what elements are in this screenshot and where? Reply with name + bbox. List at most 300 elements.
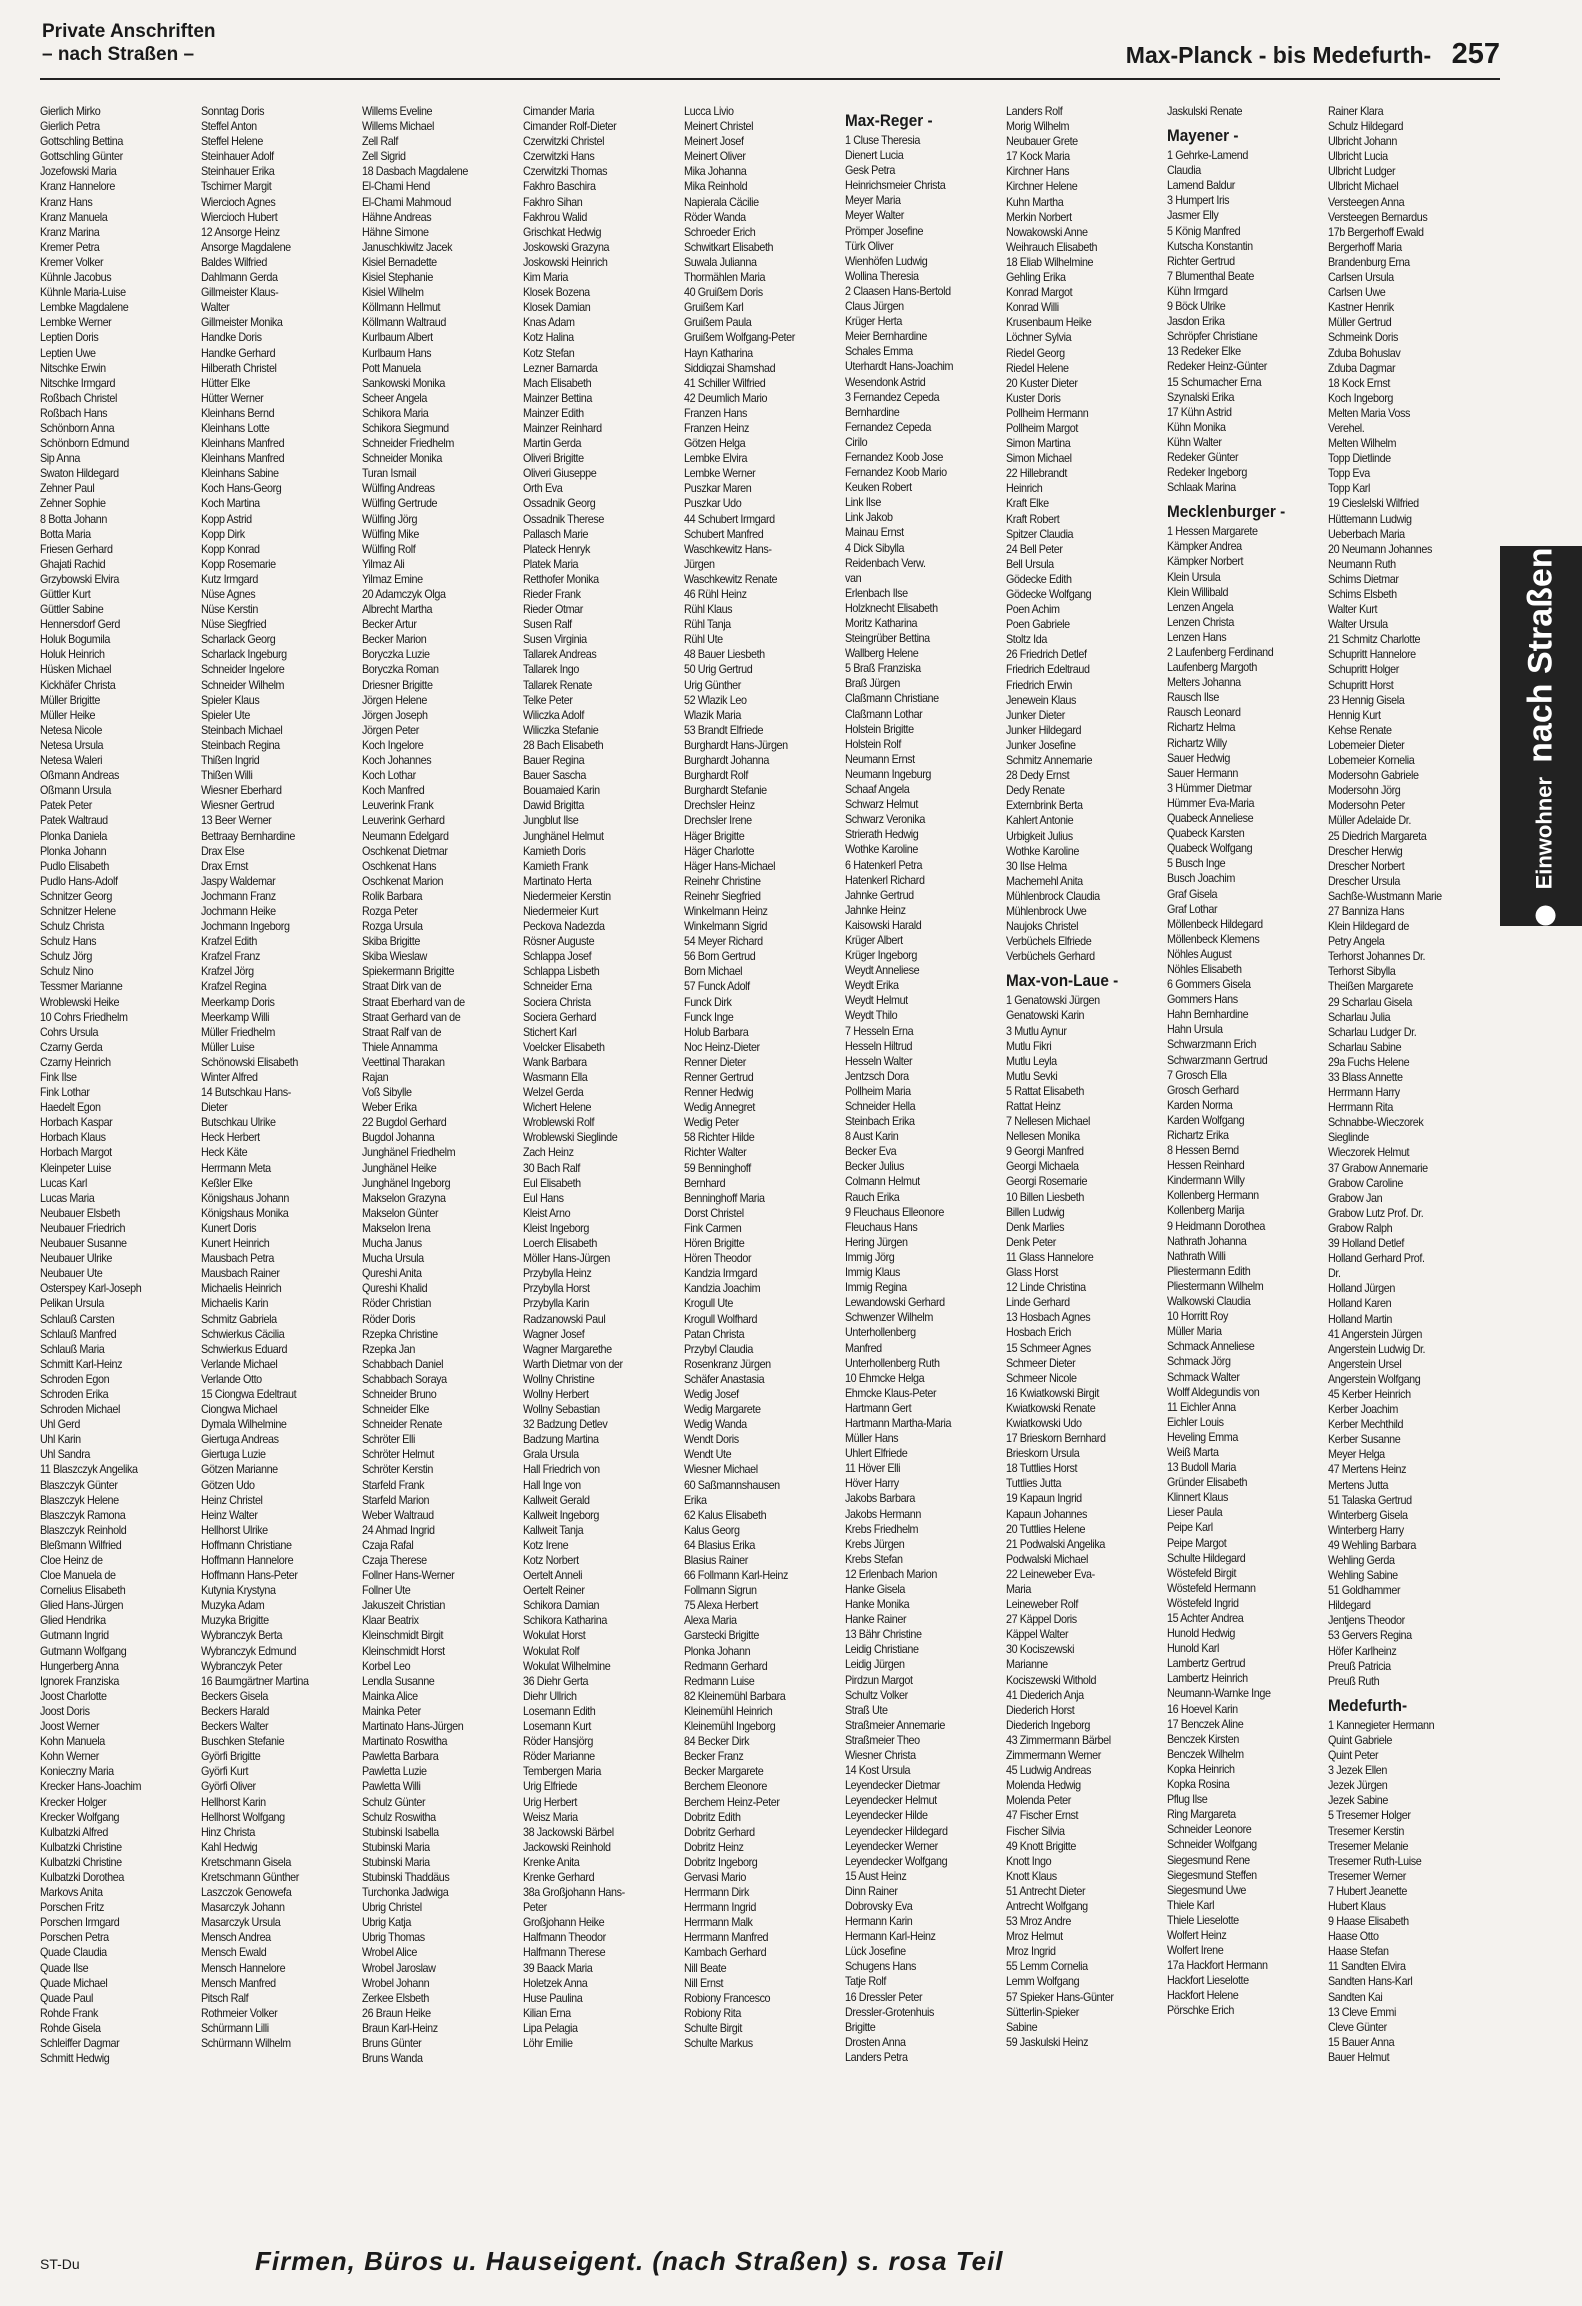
resident-entry: Swaton Hildegard bbox=[40, 466, 119, 481]
resident-entry: Tembergen Maria bbox=[523, 1764, 601, 1779]
resident-entry: Hilberath Christel bbox=[201, 360, 277, 375]
resident-entry: Pallasch Marie bbox=[523, 526, 589, 541]
resident-entry: Mertens Jutta bbox=[1328, 1477, 1389, 1492]
resident-entry: Quint Peter bbox=[1328, 1748, 1379, 1763]
resident-entry: Herrmann Harry bbox=[1328, 1085, 1400, 1100]
resident-entry: Lewandowski Gerhard bbox=[845, 1295, 945, 1310]
resident-entry: Baldes Wilfried bbox=[201, 254, 267, 269]
resident-entry: Redeker Ingeborg bbox=[1167, 465, 1247, 480]
resident-entry: 23 Hennig Gisela bbox=[1328, 692, 1405, 707]
resident-entry: Przybylla Karin bbox=[523, 1296, 589, 1311]
resident-entry: Grabow Jan bbox=[1328, 1190, 1383, 1205]
side-tab-small: Einwohner bbox=[1531, 776, 1557, 889]
resident-entry: Rühl Ute bbox=[684, 632, 723, 647]
resident-entry: Naujoks Christel bbox=[1006, 919, 1079, 934]
resident-entry: Jaspy Waldemar bbox=[201, 873, 276, 888]
resident-entry: 13 Budoll Maria bbox=[1167, 1460, 1236, 1475]
resident-entry: Schmeink Doris bbox=[1328, 330, 1398, 345]
directory-column bbox=[523, 104, 684, 2209]
resident-entry: Walter Ursula bbox=[1328, 617, 1388, 632]
resident-entry: Plonka Daniela bbox=[40, 828, 107, 843]
resident-entry: Leyendecker Werner bbox=[845, 1838, 938, 1853]
resident-entry: Junker Hildegard bbox=[1006, 722, 1082, 737]
resident-entry: Petry Angela bbox=[1328, 934, 1385, 949]
resident-entry: Horbach Margot bbox=[40, 1145, 112, 1160]
resident-entry: Hunold Hedwig bbox=[1167, 1626, 1235, 1641]
resident-entry: Blaszczyk Reinhold bbox=[40, 1522, 127, 1537]
resident-entry: Schupritt Hannelore bbox=[1328, 647, 1416, 662]
resident-entry: 49 Wehling Barbara bbox=[1328, 1537, 1416, 1552]
resident-entry: Koch Ingeborg bbox=[1328, 390, 1393, 405]
resident-entry: 1 Hessen Margarete bbox=[1167, 524, 1258, 539]
resident-entry: Kunert Doris bbox=[201, 1220, 257, 1235]
resident-entry: Möllenbeck Hildegard bbox=[1167, 916, 1263, 931]
resident-entry: Becker Julius bbox=[845, 1159, 904, 1174]
resident-entry: Herrmann Manfred bbox=[684, 1930, 769, 1945]
resident-entry: Boryczka Luzie bbox=[362, 647, 430, 662]
resident-entry: Kleist Ingeborg bbox=[523, 1220, 589, 1235]
resident-entry: Neubauer Elsbeth bbox=[40, 1205, 120, 1220]
resident-entry: Grzybowski Elvira bbox=[40, 571, 119, 586]
resident-entry: Krafzel Franz bbox=[201, 949, 260, 964]
resident-entry: Neumann Ruth bbox=[1328, 556, 1396, 571]
resident-entry: Huse Paulina bbox=[523, 1990, 583, 2005]
resident-entry: Gervasi Mario bbox=[684, 1869, 746, 1884]
resident-entry: Turan Ismail bbox=[362, 466, 417, 481]
resident-entry: Uhl Karin bbox=[40, 1432, 81, 1447]
resident-entry: Cimander Rolf-Dieter bbox=[523, 119, 617, 134]
resident-entry: Nathrath Johanna bbox=[1167, 1233, 1247, 1248]
resident-entry: Fischer Silvia bbox=[1006, 1823, 1065, 1838]
resident-entry: Wokulat Rolf bbox=[523, 1643, 580, 1658]
resident-entry: Ring Margareta bbox=[1167, 1807, 1236, 1822]
resident-entry: 45 Kerber Heinrich bbox=[1328, 1386, 1411, 1401]
resident-entry: Pudlo Hans-Adolf bbox=[40, 873, 118, 888]
resident-entry: Schabbach Soraya bbox=[362, 1371, 447, 1386]
resident-entry: Prömper Josefine bbox=[845, 223, 924, 238]
resident-entry: Kisiel Wilhelm bbox=[362, 285, 424, 300]
resident-entry: Hellhorst Ulrike bbox=[201, 1522, 268, 1537]
resident-entry: Schikora Siegmund bbox=[362, 420, 449, 435]
resident-entry: 3 Humpert Iris bbox=[1167, 193, 1230, 208]
resident-entry: Quint Gabriele bbox=[1328, 1732, 1392, 1747]
resident-entry: Meyer Helga bbox=[1328, 1447, 1385, 1462]
resident-entry: Schäfer Anastasia bbox=[684, 1371, 765, 1386]
resident-entry: Kranz Manuela bbox=[40, 209, 108, 224]
resident-entry: Hennig Kurt bbox=[1328, 707, 1381, 722]
resident-entry: Hoffmann Hans-Peter bbox=[201, 1568, 298, 1583]
resident-entry: Losemann Edith bbox=[523, 1703, 596, 1718]
resident-entry: Ehmcke Klaus-Peter bbox=[845, 1385, 937, 1400]
resident-entry: Schaaf Angela bbox=[845, 782, 910, 797]
resident-entry: Köllmann Waltraud bbox=[362, 315, 446, 330]
resident-entry: Müller Friedhelm bbox=[201, 1024, 275, 1039]
resident-entry: Junker Josefine bbox=[1006, 737, 1076, 752]
resident-entry: Schlappa Josef bbox=[523, 949, 592, 964]
resident-entry: 3 Mutlu Aynur bbox=[1006, 1023, 1067, 1038]
resident-entry: Quade Ilse bbox=[40, 1960, 89, 1975]
resident-entry: Schröter Helmut bbox=[362, 1447, 434, 1462]
resident-entry: Puszkar Udo bbox=[684, 496, 742, 511]
resident-entry: Kremer Petra bbox=[40, 239, 100, 254]
resident-entry: Jozefowski Maria bbox=[40, 164, 117, 179]
resident-entry: 57 Spieker Hans-Günter bbox=[1006, 1989, 1114, 2004]
resident-entry: Schulte Birgit bbox=[684, 2020, 742, 2035]
resident-entry: Schultz Volker bbox=[845, 1687, 908, 1702]
resident-entry: Drax Else bbox=[201, 843, 245, 858]
resident-entry: Halfmann Therese bbox=[523, 1945, 606, 1960]
resident-entry: Kühn Irmgard bbox=[1167, 283, 1228, 298]
resident-entry: Cleve Günter bbox=[1328, 2019, 1387, 2034]
resident-entry: Kulbatzki Alfred bbox=[40, 1824, 108, 1839]
resident-entry: Mensch Manfred bbox=[201, 1975, 276, 1990]
resident-entry: Gillmeister Klaus- bbox=[201, 285, 279, 300]
street-heading: Medefurth- bbox=[1328, 1695, 1408, 1715]
resident-entry: Bernhardine bbox=[845, 404, 900, 419]
resident-entry: 9 Fleuchaus Elleonore bbox=[845, 1204, 944, 1219]
resident-entry: Bell Ursula bbox=[1006, 556, 1054, 571]
resident-entry: Hartmann Gert bbox=[845, 1400, 912, 1415]
resident-entry: Koch Manfred bbox=[362, 783, 425, 798]
resident-entry: Hayn Katharina bbox=[684, 345, 753, 360]
resident-entry: Noc Heinz-Dieter bbox=[684, 1039, 760, 1054]
resident-entry: Tresemer Werner bbox=[1328, 1868, 1406, 1883]
resident-entry: Giertuga Andreas bbox=[201, 1432, 279, 1447]
resident-entry: Kociszewski Withold bbox=[1006, 1672, 1097, 1687]
resident-entry: Schröpfer Christiane bbox=[1167, 329, 1258, 344]
resident-entry: Neumann Ingeburg bbox=[845, 766, 931, 781]
resident-entry: 2 Laufenberg Ferdinand bbox=[1167, 645, 1274, 659]
resident-entry: Wank Barbara bbox=[523, 1054, 587, 1069]
resident-entry: Wallberg Helene bbox=[845, 646, 919, 661]
resident-entry: 11 Glass Hannelore bbox=[1006, 1249, 1094, 1264]
resident-entry: Schneider Hella bbox=[845, 1099, 916, 1113]
resident-entry: Heinrich bbox=[1006, 481, 1043, 496]
resident-entry: Jasdon Erika bbox=[1167, 314, 1225, 329]
resident-entry: Schneider Monika bbox=[362, 451, 442, 466]
resident-entry: 18 Dasbach Magdalene bbox=[362, 164, 468, 179]
resident-entry: Schlaak Marina bbox=[1167, 480, 1236, 495]
resident-entry: Haedelt Egon bbox=[40, 1100, 101, 1115]
resident-entry: Oliveri Brigitte bbox=[523, 451, 584, 466]
resident-entry: Qureshi Anita bbox=[362, 1266, 422, 1281]
resident-entry: Wülfing Jörg bbox=[362, 511, 418, 526]
resident-entry: Schlappa Lisbeth bbox=[523, 964, 600, 979]
resident-entry: Schulz Hans bbox=[40, 934, 97, 949]
resident-entry: Höver Harry bbox=[845, 1476, 899, 1491]
resident-entry: Leyendecker Helmut bbox=[845, 1793, 937, 1808]
resident-entry: Rösner Auguste bbox=[523, 934, 595, 949]
resident-entry: Georgi Rosemarie bbox=[1006, 1174, 1088, 1189]
resident-entry: Pawletta Luzie bbox=[362, 1764, 427, 1779]
resident-entry: Dobritz Edith bbox=[684, 1809, 741, 1824]
resident-entry: Wichert Helene bbox=[523, 1100, 592, 1115]
resident-entry: Stubinski Maria bbox=[362, 1854, 430, 1869]
resident-entry: Straat Ralf van de bbox=[362, 1024, 442, 1039]
resident-entry: Nöhles Elisabeth bbox=[1167, 961, 1242, 976]
resident-entry: Dr. bbox=[1328, 1266, 1341, 1281]
resident-entry: Martinato Herta bbox=[523, 873, 592, 888]
resident-entry: 54 Meyer Richard bbox=[684, 934, 763, 949]
resident-entry: Winterberg Gisela bbox=[1328, 1507, 1408, 1522]
resident-entry: Grabow Ralph bbox=[1328, 1220, 1393, 1235]
resident-entry: Diederich Horst bbox=[1006, 1702, 1075, 1717]
resident-entry: Przybylla Heinz bbox=[523, 1266, 592, 1281]
resident-entry: Graf Lothar bbox=[1167, 901, 1218, 916]
resident-entry: Molenda Hedwig bbox=[1006, 1778, 1081, 1793]
resident-entry: Tresemer Ruth-Luise bbox=[1328, 1853, 1422, 1868]
resident-entry: Burghardt Rolf bbox=[684, 768, 748, 783]
resident-entry: Jörgen Joseph bbox=[362, 707, 428, 722]
resident-entry: Horbach Klaus bbox=[40, 1130, 106, 1145]
resident-entry: Wesendonk Astrid bbox=[845, 374, 926, 389]
resident-entry: 1 Cluse Theresia bbox=[845, 133, 920, 147]
resident-entry: Kutynia Krystyna bbox=[201, 1583, 276, 1598]
street-heading: Mayener - bbox=[1167, 126, 1239, 146]
resident-entry: Becker Franz bbox=[684, 1749, 744, 1764]
resident-entry: Pott Manuela bbox=[362, 360, 421, 375]
resident-entry: Steinhauer Erika bbox=[201, 164, 275, 179]
resident-entry: 22 Leineweber Eva- bbox=[1006, 1566, 1095, 1581]
resident-entry: Follner Hans-Werner bbox=[362, 1568, 455, 1583]
resident-entry: Peter bbox=[523, 1900, 547, 1915]
resident-entry: Modersohn Peter bbox=[1328, 798, 1405, 813]
resident-entry: Koch Ingelore bbox=[362, 737, 424, 752]
resident-entry: Januschkiwitz Jacek bbox=[362, 239, 453, 254]
resident-entry: Röder Christian bbox=[362, 1296, 431, 1311]
resident-entry: Schneider Bruno bbox=[362, 1386, 437, 1401]
resident-entry: Pliestermann Edith bbox=[1167, 1263, 1251, 1278]
resident-entry: Klein Willibald bbox=[1167, 584, 1229, 599]
resident-entry: Lucca Livio bbox=[684, 104, 734, 118]
resident-entry: 38a Großjohann Hans- bbox=[523, 1885, 625, 1900]
resident-entry: 24 Bell Peter bbox=[1006, 541, 1063, 556]
resident-entry: Herrmann Ingrid bbox=[684, 1900, 756, 1915]
resident-entry: Braun Karl-Heinz bbox=[362, 2020, 438, 2035]
resident-entry: Gödecke Edith bbox=[1006, 571, 1072, 586]
resident-entry: Thißen Willi bbox=[201, 768, 253, 783]
resident-entry: Sankowski Monika bbox=[362, 375, 445, 390]
resident-entry: Lucas Maria bbox=[40, 1190, 95, 1205]
resident-entry: Claßmann Lothar bbox=[845, 706, 923, 721]
resident-entry: Braß Jürgen bbox=[845, 676, 900, 691]
resident-entry: Horbach Kaspar bbox=[40, 1115, 113, 1130]
resident-entry: Schroden Michael bbox=[40, 1402, 120, 1417]
resident-entry: Stoltz Ida bbox=[1006, 632, 1047, 647]
resident-entry: Wiesner Christa bbox=[845, 1748, 916, 1763]
resident-entry: Hören Theodor bbox=[684, 1251, 752, 1266]
resident-entry: Schupritt Holger bbox=[1328, 662, 1399, 677]
resident-entry: 21 Schmitz Charlotte bbox=[1328, 632, 1421, 647]
resident-entry: Kurlbaum Hans bbox=[362, 345, 432, 360]
resident-entry: Kisiel Bernadette bbox=[362, 254, 437, 269]
resident-entry: Scharlau Ludger Dr. bbox=[1328, 1024, 1417, 1039]
resident-entry: Verbüchels Gerhard bbox=[1006, 949, 1095, 964]
resident-entry: Straßmeier Annemarie bbox=[845, 1717, 945, 1732]
resident-entry: Dedy Renate bbox=[1006, 783, 1065, 798]
resident-entry: Rozga Ursula bbox=[362, 919, 423, 934]
resident-entry: Wedig Margarete bbox=[684, 1402, 761, 1417]
resident-entry: Leptien Uwe bbox=[40, 345, 96, 360]
resident-entry: Rajan bbox=[362, 1070, 389, 1084]
resident-entry: Claudia bbox=[1167, 163, 1201, 178]
resident-entry: Porschen Petra bbox=[40, 1930, 109, 1945]
resident-entry: Angerstein Ursel bbox=[1328, 1356, 1402, 1371]
resident-entry: Weihrauch Elisabeth bbox=[1006, 239, 1098, 254]
resident-entry: Kleinschmidt Horst bbox=[362, 1643, 445, 1658]
resident-entry: 40 Gruißem Doris bbox=[684, 285, 763, 300]
resident-entry: Hermann Karl-Heinz bbox=[845, 1929, 936, 1944]
resident-entry: Przybylla Horst bbox=[523, 1281, 590, 1296]
resident-entry: Kwiatkowski Renate bbox=[1006, 1400, 1096, 1415]
resident-entry: Czerwitzki Hans bbox=[523, 149, 595, 164]
resident-entry: Junghänel Ingeborg bbox=[362, 1175, 451, 1190]
resident-entry: Voß Sibylle bbox=[362, 1085, 412, 1100]
resident-entry: Patek Peter bbox=[40, 798, 92, 813]
resident-entry: Hümmer Eva-Maria bbox=[1167, 795, 1255, 810]
resident-entry: Beckers Gisela bbox=[201, 1688, 268, 1703]
resident-entry: Lucas Karl bbox=[40, 1175, 87, 1190]
resident-entry: Mensch Ewald bbox=[201, 1945, 267, 1960]
resident-entry: Schneider Wilhelm bbox=[201, 677, 285, 692]
resident-entry: Jezek Jürgen bbox=[1328, 1778, 1388, 1793]
resident-entry: Wollina Theresia bbox=[845, 268, 919, 283]
resident-entry: 13 Cleve Emmi bbox=[1328, 2004, 1396, 2019]
resident-entry: Zduba Bohuslav bbox=[1328, 345, 1401, 360]
resident-entry: Beckers Walter bbox=[201, 1719, 269, 1734]
resident-entry: Wendt Doris bbox=[684, 1432, 739, 1447]
resident-entry: Claßmann Christiane bbox=[845, 691, 939, 706]
resident-entry: Gierlich Petra bbox=[40, 119, 100, 134]
resident-entry: Skiba Wieslaw bbox=[362, 949, 427, 964]
resident-entry: Dobrovsky Eva bbox=[845, 1898, 913, 1913]
resident-entry: Meyer Maria bbox=[845, 193, 901, 208]
resident-entry: Wybranczyk Edmund bbox=[201, 1643, 297, 1658]
resident-entry: Müller Luise bbox=[201, 1039, 255, 1054]
resident-entry: Hubert Klaus bbox=[1328, 1898, 1386, 1913]
resident-entry: Schmeer Dieter bbox=[1006, 1355, 1076, 1370]
resident-entry: 49 Knott Brigitte bbox=[1006, 1838, 1076, 1853]
resident-entry: Hellhorst Wolfgang bbox=[201, 1809, 285, 1824]
resident-entry: Oschkenat Hans bbox=[362, 858, 437, 873]
resident-entry: Kallweit Gerald bbox=[523, 1492, 590, 1507]
resident-entry: Krecker Wolfgang bbox=[40, 1809, 120, 1824]
resident-entry: Wroblewski Sieglinde bbox=[523, 1130, 618, 1145]
resident-entry: Leyendecker Hildegard bbox=[845, 1823, 948, 1838]
resident-entry: Straß Ute bbox=[845, 1702, 888, 1717]
resident-entry: Ossadnik Therese bbox=[523, 511, 604, 526]
resident-entry: Köllmann Hellmut bbox=[362, 300, 441, 315]
resident-entry: Wrobel Jaroslaw bbox=[362, 1960, 436, 1975]
resident-entry: 39 Holland Detlef bbox=[1328, 1236, 1404, 1251]
resident-entry: Junghänel Friedhelm bbox=[362, 1145, 456, 1160]
resident-entry: Schnitzer Helene bbox=[40, 903, 116, 918]
resident-entry: Walter Kurt bbox=[1328, 602, 1378, 617]
resident-entry: Quabeck Anneliese bbox=[1167, 811, 1254, 826]
resident-entry: Schneider Erna bbox=[523, 979, 592, 994]
resident-entry: Jaskulski Renate bbox=[1167, 104, 1243, 118]
resident-entry: Sip Anna bbox=[40, 451, 81, 466]
resident-entry: 17 Benczek Aline bbox=[1167, 1716, 1244, 1731]
resident-entry: Häger Brigitte bbox=[684, 828, 745, 843]
resident-entry: Born Michael bbox=[684, 964, 743, 979]
resident-entry: Strierath Hedwig bbox=[845, 827, 919, 842]
street-range: Max-Planck - bis Medefurth- bbox=[1125, 42, 1432, 68]
resident-entry: Plonka Johann bbox=[684, 1643, 751, 1658]
resident-entry: Lenzen Christa bbox=[1167, 614, 1234, 629]
resident-entry: Susen Ralf bbox=[523, 617, 572, 632]
resident-entry: Verehel. bbox=[1328, 420, 1365, 435]
resident-entry: Urig Günther bbox=[684, 677, 741, 692]
resident-entry: 41 Schiller Wilfried bbox=[684, 375, 766, 390]
resident-entry: Herrmann Meta bbox=[201, 1160, 271, 1175]
resident-entry: Knas Adam bbox=[523, 315, 575, 330]
resident-entry: Melters Johanna bbox=[1167, 675, 1241, 690]
resident-entry: Mach Elisabeth bbox=[523, 375, 592, 390]
resident-entry: 36 Diehr Gerta bbox=[523, 1673, 589, 1688]
resident-entry: Neubauer Susanne bbox=[40, 1236, 127, 1251]
resident-entry: Peckova Nadezda bbox=[523, 919, 605, 934]
resident-entry: 19 Cieslelski Wilfried bbox=[1328, 496, 1419, 511]
resident-entry: Siddiqzai Shamshad bbox=[684, 360, 776, 375]
resident-entry: Simon Martina bbox=[1006, 436, 1071, 451]
resident-entry: Netesa Nicole bbox=[40, 722, 102, 737]
resident-entry: Richartz Erika bbox=[1167, 1128, 1229, 1142]
resident-entry: Jochmann Heike bbox=[201, 903, 276, 918]
resident-entry: Waschkewitz Renate bbox=[684, 571, 778, 586]
resident-entry: Preuß Patricia bbox=[1328, 1658, 1391, 1673]
resident-entry: Eul Hans bbox=[523, 1190, 564, 1205]
resident-entry: Nöhles August bbox=[1167, 946, 1232, 961]
resident-entry: Heinrichsmeier Christa bbox=[845, 178, 946, 193]
resident-entry: Wiliczka Adolf bbox=[523, 707, 584, 722]
resident-entry: 22 Hillebrandt bbox=[1006, 466, 1067, 481]
resident-entry: 46 Rühl Heinz bbox=[684, 587, 747, 601]
resident-entry: Bugdol Johanna bbox=[362, 1130, 435, 1145]
resident-entry: Diehr Ullrich bbox=[523, 1688, 577, 1703]
resident-entry: Meerkamp Doris bbox=[201, 994, 275, 1009]
resident-entry: Holuk Heinrich bbox=[40, 647, 105, 662]
resident-entry: 6 Hatenkerl Petra bbox=[845, 857, 923, 872]
resident-entry: Schröter Kerstin bbox=[362, 1462, 433, 1477]
resident-entry: Kleinemühl Heinrich bbox=[684, 1703, 773, 1718]
resident-entry: Schwierkus Eduard bbox=[201, 1341, 288, 1356]
resident-entry: 51 Antrecht Dieter bbox=[1006, 1883, 1086, 1898]
resident-entry: Pawletta Barbara bbox=[362, 1749, 439, 1764]
resident-entry: Riedel Georg bbox=[1006, 345, 1065, 360]
resident-entry: Haase Otto bbox=[1328, 1929, 1379, 1944]
resident-entry: Muzyka Brigitte bbox=[201, 1613, 269, 1628]
resident-entry: Ghajati Rachid bbox=[40, 556, 106, 571]
resident-entry: 22 Bugdol Gerhard bbox=[362, 1115, 447, 1130]
resident-entry: Koch Martina bbox=[201, 496, 260, 511]
resident-entry: Wroblewski Heike bbox=[40, 994, 120, 1009]
resident-entry: Qureshi Khalid bbox=[362, 1281, 428, 1296]
resident-entry: Müller Brigitte bbox=[40, 692, 100, 707]
resident-entry: Modersohn Jörg bbox=[1328, 783, 1401, 798]
resident-entry: 16 Dressler Peter bbox=[845, 1989, 923, 2004]
resident-entry: 38 Jackowski Bärbel bbox=[523, 1824, 614, 1839]
resident-entry: Winkelmann Sigrid bbox=[684, 919, 768, 934]
resident-entry: Fink Carmen bbox=[684, 1220, 742, 1235]
resident-entry: Nowakowski Anne bbox=[1006, 224, 1088, 239]
resident-entry: Terhorst Johannes Dr. bbox=[1328, 949, 1426, 964]
resident-entry: Reinehr Siegfried bbox=[684, 888, 761, 903]
resident-entry: Masarczyk Ursula bbox=[201, 1915, 281, 1930]
resident-entry: Jörgen Peter bbox=[362, 722, 419, 737]
resident-entry: Holstein Rolf bbox=[845, 736, 901, 751]
resident-entry: 3 Fernandez Cepeda bbox=[845, 389, 940, 404]
